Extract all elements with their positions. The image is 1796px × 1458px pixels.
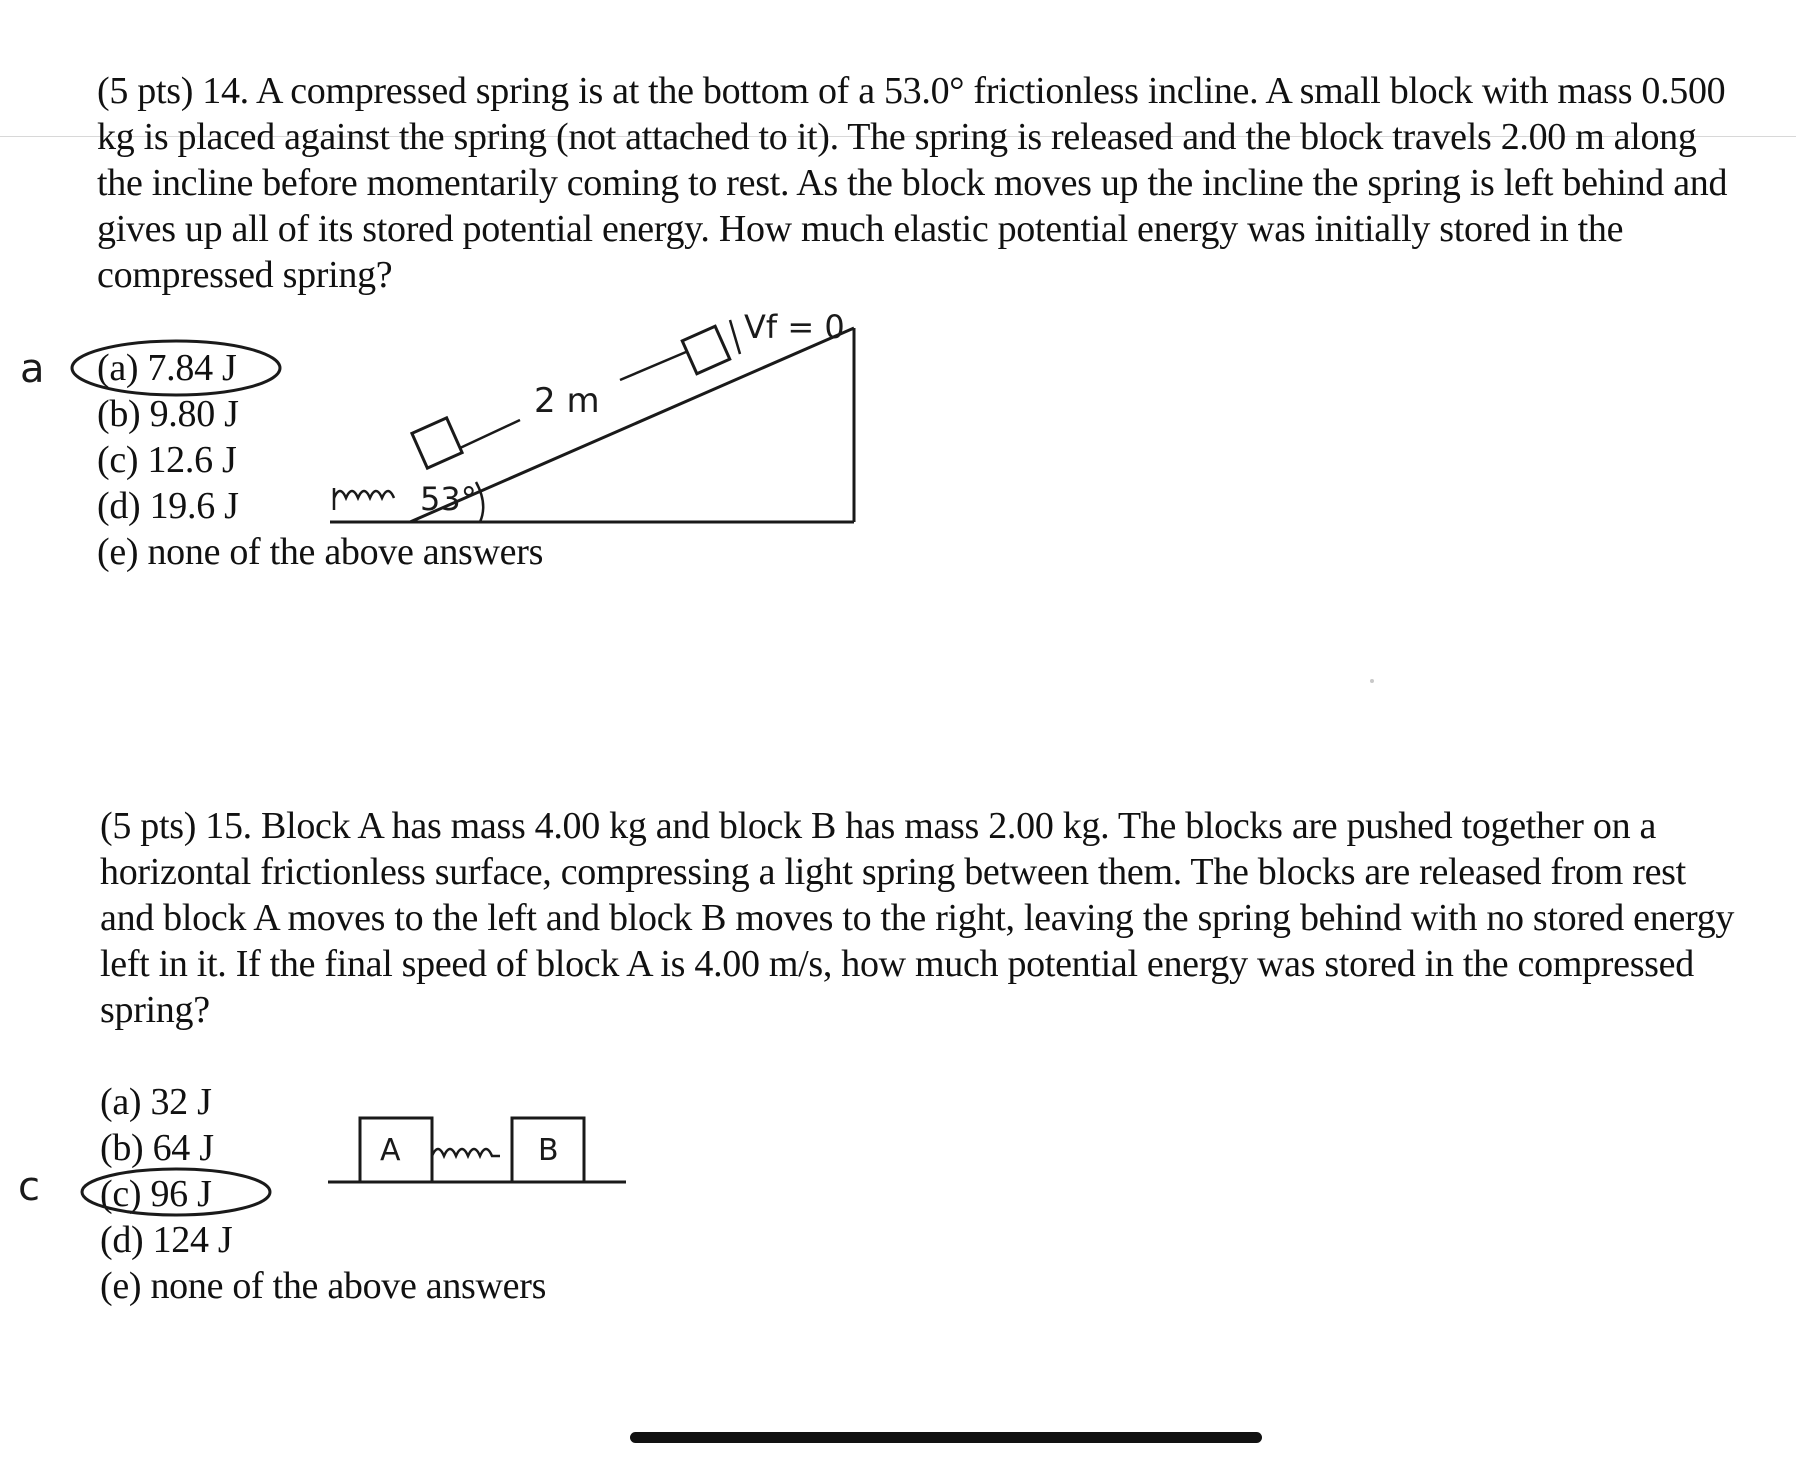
choice-14-d[interactable]: (d) 19.6 J: [97, 485, 239, 527]
incline-sketch: [320, 300, 880, 530]
home-indicator[interactable]: [630, 1432, 1262, 1443]
spring-coil: [334, 491, 394, 498]
blocks-sketch: [320, 1100, 640, 1200]
spring-coil: [432, 1149, 500, 1156]
choice-14-b[interactable]: (b) 9.80 J: [97, 393, 239, 435]
block-start: [412, 418, 462, 468]
scan-speck: [1370, 679, 1374, 683]
block-a-label: A: [380, 1133, 401, 1168]
distance-arrow-right: [620, 352, 686, 380]
distance-arrow-left: [460, 420, 520, 448]
choice-15-a[interactable]: (a) 32 J: [100, 1081, 212, 1123]
q15-answer-annotation: [0, 1150, 320, 1230]
answer-circle: [82, 1169, 270, 1215]
angle-arc: [476, 482, 483, 522]
angle-label: 53°: [420, 480, 477, 518]
choice-15-b[interactable]: (b) 64 J: [100, 1127, 214, 1169]
choice-14-a[interactable]: (a) 7.84 J: [97, 347, 237, 389]
choice-15-c[interactable]: (c) 96 J: [100, 1173, 212, 1215]
question-14-text: (5 pts) 14. A compressed spring is at the bottom of a 53.0° frictionless incline. A small block with mass 0.500 kg is placed against the spring (not attached to it). The spring is released and the block travels 2.00 m along the incline before momentarily coming to rest. As the block moves up the incline the spring is left behind and gives up all of its stored potential energy. How much elastic potential energy was initially stored in the compressed spring?: [97, 70, 1728, 296]
handwritten-answer-a: a: [20, 346, 45, 392]
final-velocity-label: Vf = 0: [744, 308, 845, 346]
answer-circle: [72, 341, 280, 395]
q14-answer-annotation: [0, 330, 300, 410]
handwritten-answer-c: c: [18, 1164, 40, 1210]
choice-14-e[interactable]: (e) none of the above answers: [97, 531, 544, 573]
question-15-text: (5 pts) 15. Block A has mass 4.00 kg and block B has mass 2.00 kg. The blocks are pushed together on a horizontal frictionless surface, compressing a light spring between them. The blocks are released from rest and block A moves to the left and block B moves to the right, leaving the spring behind with no stored energy left in it. If the final speed of block A is 4.00 m/s, how much potential energy was stored in the compressed spring?: [100, 805, 1735, 1031]
choice-15-e[interactable]: (e) none of the above answers: [100, 1265, 547, 1307]
choice-15-d[interactable]: (d) 124 J: [100, 1219, 233, 1261]
block-b-label: B: [538, 1133, 559, 1168]
distance-label: 2 m: [534, 381, 600, 421]
block-end: [682, 326, 730, 374]
choice-14-c[interactable]: (c) 12.6 J: [97, 439, 237, 481]
vf-marker: [730, 320, 740, 354]
